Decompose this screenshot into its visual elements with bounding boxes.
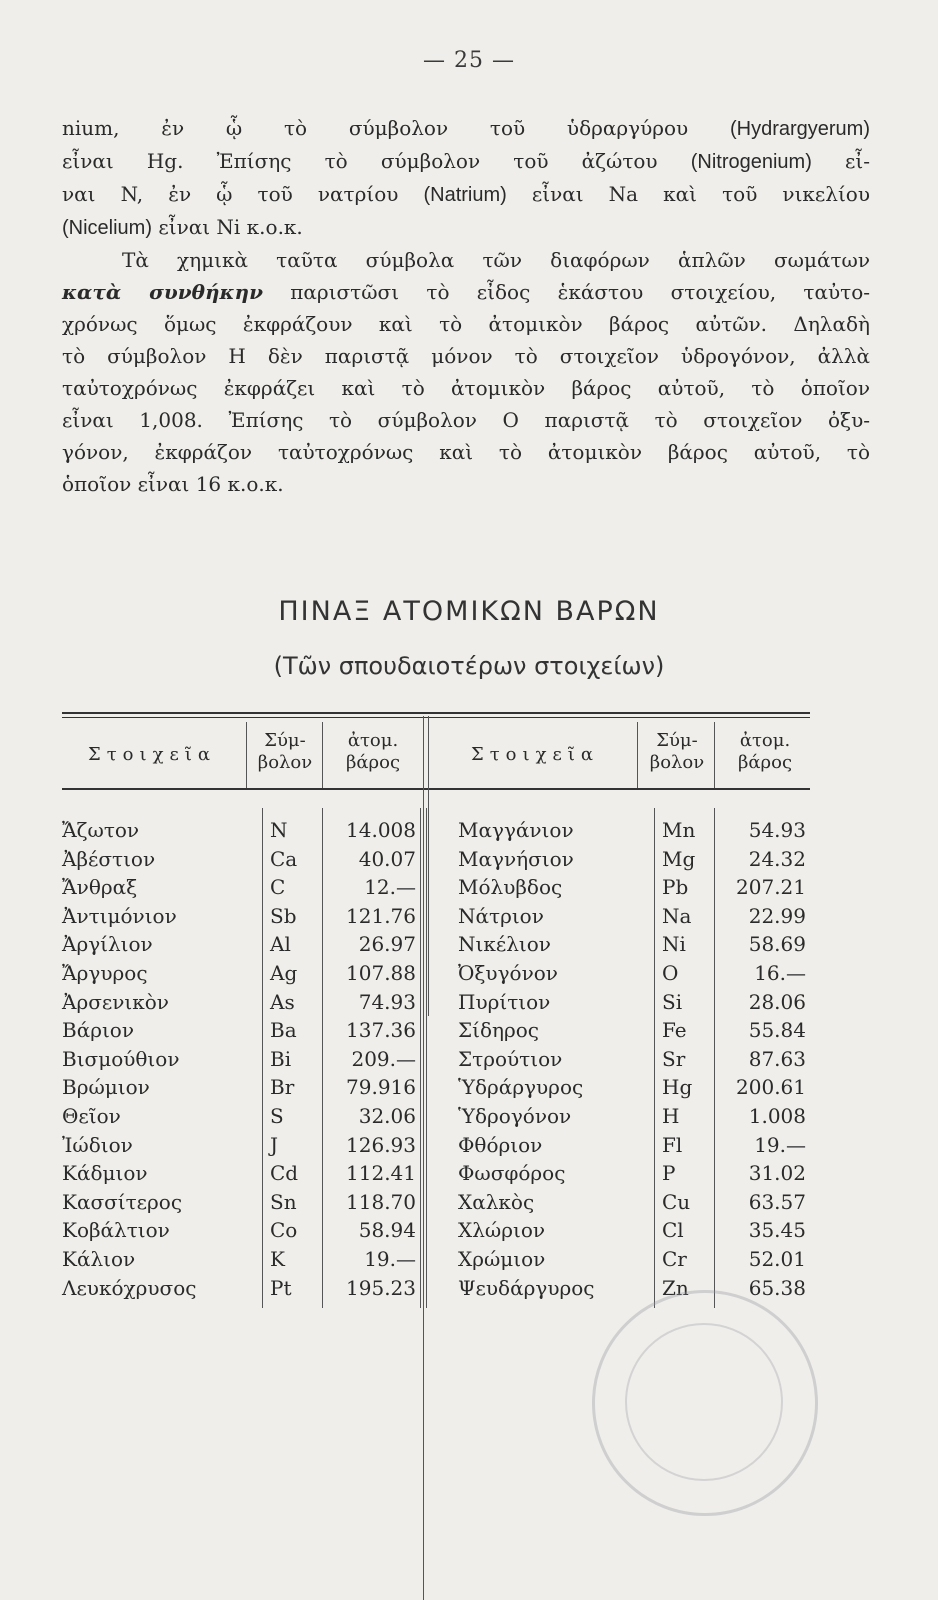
atomic-weight: 79.916	[346, 1075, 416, 1100]
table-top-rule-thin	[62, 717, 810, 718]
header-weight-line1: ἀτομ.	[739, 730, 791, 751]
element-name: Θεῖον	[62, 1104, 121, 1128]
element-symbol: Cu	[662, 1189, 691, 1214]
latin-term: (Natrium)	[423, 184, 507, 206]
table-row	[0, 1131, 938, 1159]
element-name: Ὑδρογόνον	[458, 1104, 572, 1128]
element-name: Ἰώδιον	[62, 1132, 133, 1157]
atomic-weight: 74.93	[358, 989, 416, 1014]
text-line: Τὰ χημικὰ ταῦτα σύμβολα τῶν διαφόρων ἁπλῶν σωμάτων	[122, 248, 870, 272]
page-number: — 25 —	[423, 48, 515, 73]
element-name: Κάλιον	[62, 1247, 136, 1271]
header-weight-left	[326, 730, 420, 774]
atomic-weight: 63.57	[748, 1189, 806, 1214]
atomic-weight: 121.76	[346, 903, 416, 928]
atomic-weight: 19.—	[364, 1247, 416, 1271]
element-name: Σίδηρος	[458, 1018, 540, 1043]
element-name: Φθόριον	[458, 1132, 543, 1157]
header-symbol-line1: Σύμ-	[656, 730, 698, 751]
element-name: Κάδμιον	[62, 1161, 148, 1186]
element-name: Κοβάλτιον	[62, 1218, 170, 1243]
element-name: Ἄνθραξ	[62, 875, 138, 900]
atomic-weight: 209.—	[351, 1046, 416, 1071]
text-fragment: εἶναι Hg. Ἐπίσης τὸ σύμβολον τοῦ ἀζώτου	[62, 149, 658, 173]
element-name: Ἄργυρος	[62, 961, 148, 985]
element-symbol: Ag	[270, 961, 298, 985]
element-name: Βισμούθιον	[62, 1046, 180, 1071]
header-element-left: Στοιχεῖα	[87, 744, 217, 765]
column-divider	[714, 722, 715, 788]
table-row	[0, 959, 938, 987]
text-line	[62, 276, 870, 308]
atomic-weight: 35.45	[748, 1218, 806, 1243]
text-line: γόνον, ἐκφράζον ταὐτοχρόνως καὶ τὸ ἀτομικὸν βάρος αὐτοῦ, τὸ	[62, 440, 870, 464]
header-symbol-right	[640, 730, 714, 774]
atomic-weight: 65.38	[748, 1275, 806, 1300]
element-name: Λευκόχρυσος	[62, 1275, 197, 1300]
element-symbol: C	[270, 875, 286, 900]
atomic-weight: 40.07	[358, 846, 416, 871]
atomic-weight: 58.69	[748, 932, 806, 957]
atomic-weight: 55.84	[748, 1018, 806, 1043]
atomic-weight: 16.—	[754, 961, 806, 985]
header-weight-line1: ἀτομ.	[347, 730, 399, 751]
atomic-weight: 118.70	[346, 1189, 416, 1214]
element-symbol: O	[662, 961, 679, 985]
text-fragment: εἶναι Ni κ.ο.κ.	[158, 215, 303, 239]
latin-term: (Nicelium)	[62, 217, 152, 239]
library-stamp-inner-ring	[625, 1323, 783, 1481]
atomic-weight: 126.93	[346, 1132, 416, 1157]
latin-term: (Hydrargyerum)	[729, 118, 870, 140]
element-symbol: Hg	[662, 1075, 693, 1100]
atomic-weight: 195.23	[346, 1275, 416, 1300]
element-symbol: P	[662, 1161, 676, 1186]
header-symbol-line2: βολον	[649, 752, 705, 773]
atomic-weight: 1.008	[748, 1104, 806, 1128]
atomic-weight: 207.21	[736, 875, 806, 900]
text-line	[62, 211, 870, 244]
element-name: Ἀβέστιον	[62, 846, 156, 871]
element-symbol: K	[270, 1247, 285, 1271]
element-name: Χαλκὸς	[458, 1189, 535, 1214]
text-line	[62, 145, 870, 178]
element-symbol: Si	[662, 989, 683, 1014]
element-symbol: H	[662, 1104, 680, 1128]
atomic-weight: 24.32	[748, 846, 806, 871]
element-symbol: Pb	[662, 875, 689, 900]
table-row	[0, 1245, 938, 1273]
atomic-weight: 137.36	[346, 1018, 416, 1043]
text-line: τὸ σύμβολον H δὲν παριστᾷ μόνον τὸ στοιχεῖον ὑδρογόνον, ἀλλὰ	[62, 344, 870, 368]
element-name: Ψευδάργυρος	[458, 1275, 595, 1300]
element-name: Βρώμιον	[62, 1075, 150, 1100]
atomic-weight: 107.88	[346, 961, 416, 985]
element-name: Πυρίτιον	[458, 989, 551, 1014]
element-name: Ἀργίλιον	[62, 932, 153, 957]
header-symbol-left	[248, 730, 322, 774]
table-row	[0, 1045, 938, 1073]
column-divider	[246, 722, 247, 788]
element-symbol: Al	[270, 932, 291, 957]
element-symbol: Sr	[662, 1046, 686, 1071]
table-title: ΠΙΝΑΞ ΑΤΟΜΙΚΩΝ ΒΑΡΩΝ	[278, 596, 660, 627]
emphasis-phrase: κατὰ συνθήκην	[62, 280, 263, 304]
atomic-weight: 54.93	[748, 818, 806, 842]
element-name: Ἀντιμόνιον	[62, 903, 177, 928]
element-name: Χλώριον	[458, 1218, 546, 1243]
element-symbol: Cr	[662, 1247, 687, 1271]
header-weight-line2: βάρος	[737, 752, 793, 773]
element-symbol: Pt	[270, 1275, 292, 1300]
element-name: Ὀξυγόνον	[458, 961, 558, 985]
table-row	[0, 902, 938, 930]
table-row	[0, 930, 938, 958]
element-symbol: Mn	[662, 818, 696, 842]
element-name: Μαγγάνιον	[458, 818, 574, 842]
element-name: Νικέλιον	[458, 932, 551, 957]
element-name: Ἀρσενικὸν	[62, 989, 169, 1014]
element-symbol: Ni	[662, 932, 686, 957]
text-line	[62, 112, 870, 145]
column-divider	[637, 722, 638, 788]
element-symbol: Ba	[270, 1018, 297, 1043]
atomic-weight: 112.41	[346, 1161, 416, 1186]
element-name: Βάριον	[62, 1018, 135, 1043]
element-symbol: Sn	[270, 1189, 297, 1214]
element-symbol: J	[270, 1132, 279, 1157]
table-row	[0, 1073, 938, 1101]
text-line: χρόνως ὅμως ἐκφράζουν καὶ τὸ ἀτομικὸν βάρος αὐτῶν. Δηλαδὴ	[62, 312, 870, 336]
atomic-weight: 32.06	[358, 1104, 416, 1128]
text-fragment: ναι N, ἐν ᾧ τοῦ νατρίου	[62, 182, 399, 206]
atomic-weight: 58.94	[358, 1218, 416, 1243]
element-symbol: Mg	[662, 846, 696, 871]
element-symbol: Sb	[270, 903, 297, 928]
element-symbol: Br	[270, 1075, 295, 1100]
atomic-weight: 200.61	[736, 1075, 806, 1100]
text-fragment: nium, ἐν ᾧ τὸ σύμβολον τοῦ ὑδραργύρου	[62, 116, 689, 140]
header-symbol-line2: βολον	[257, 752, 313, 773]
element-symbol: Na	[662, 903, 692, 928]
table-row	[0, 816, 938, 844]
element-symbol: N	[270, 818, 288, 842]
text-line: ταὐτοχρόνως ἐκφράζει καὶ τὸ ἀτομικὸν βάρος αὐτοῦ, τὸ ὁποῖον	[62, 376, 870, 400]
element-symbol: S	[270, 1104, 284, 1128]
text-line: ὁποῖον εἶναι 16 κ.ο.κ.	[62, 472, 284, 496]
header-symbol-line1: Σύμ-	[264, 730, 306, 751]
atomic-weight: 28.06	[748, 989, 806, 1014]
atomic-weight: 12.—	[364, 875, 416, 900]
element-name: Νάτριον	[458, 903, 544, 928]
body-text	[62, 112, 870, 500]
table-row	[0, 1102, 938, 1130]
element-name: Ὑδράργυρος	[458, 1075, 584, 1100]
text-fragment: εἶναι Na καὶ τοῦ νικελίου	[531, 182, 870, 206]
table-header-rule	[62, 788, 810, 790]
atomic-weight: 19.—	[754, 1132, 806, 1157]
table-subtitle: (Τῶν σπουδαιοτέρων στοιχείων)	[273, 652, 665, 680]
table-top-rule	[62, 712, 810, 714]
table-row	[0, 1159, 938, 1187]
element-name: Χρώμιον	[458, 1247, 546, 1271]
latin-term: (Nitrogenium)	[690, 151, 812, 173]
table-row	[0, 1216, 938, 1244]
table-row	[0, 1274, 938, 1302]
element-name: Ἄζωτον	[62, 818, 140, 842]
element-symbol: Cd	[270, 1161, 299, 1186]
atomic-weight: 87.63	[748, 1046, 806, 1071]
atomic-weight: 22.99	[748, 903, 806, 928]
element-symbol: Fe	[662, 1018, 687, 1043]
table-row	[0, 1016, 938, 1044]
table-row	[0, 1188, 938, 1216]
element-name: Φωσφόρος	[458, 1161, 566, 1186]
atomic-weight: 14.008	[346, 818, 416, 842]
element-symbol: Ca	[270, 846, 298, 871]
atomic-weight: 31.02	[748, 1161, 806, 1186]
text-fragment: εἶ-	[845, 149, 870, 173]
element-name: Κασσίτερος	[62, 1189, 183, 1214]
element-name: Μόλυβδος	[458, 875, 563, 900]
header-weight-right	[718, 730, 812, 774]
element-symbol: Co	[270, 1218, 298, 1243]
header-weight-line2: βάρος	[345, 752, 401, 773]
element-name: Στρούτιον	[458, 1046, 563, 1071]
element-symbol: Zn	[662, 1275, 689, 1300]
atomic-weight: 26.97	[358, 932, 416, 957]
element-symbol: Fl	[662, 1132, 683, 1157]
table-row	[0, 873, 938, 901]
table-row	[0, 845, 938, 873]
element-symbol: As	[270, 989, 295, 1014]
column-divider	[322, 722, 323, 788]
library-stamp	[592, 1290, 818, 1516]
atomic-weight: 52.01	[748, 1247, 806, 1271]
table-row	[0, 988, 938, 1016]
text-line	[62, 178, 870, 211]
element-symbol: Bi	[270, 1046, 292, 1071]
text-line: εἶναι 1,008. Ἐπίσης τὸ σύμβολον O παριστᾷ τὸ στοιχεῖον ὀξυ-	[62, 408, 870, 432]
element-name: Μαγνήσιον	[458, 846, 574, 871]
text-fragment: παριστῶσι τὸ εἶδος ἑκάστου στοιχείου, ταὐτο-	[290, 280, 870, 304]
element-symbol: Cl	[662, 1218, 684, 1243]
header-element-right: Στοιχεῖα	[470, 744, 600, 765]
